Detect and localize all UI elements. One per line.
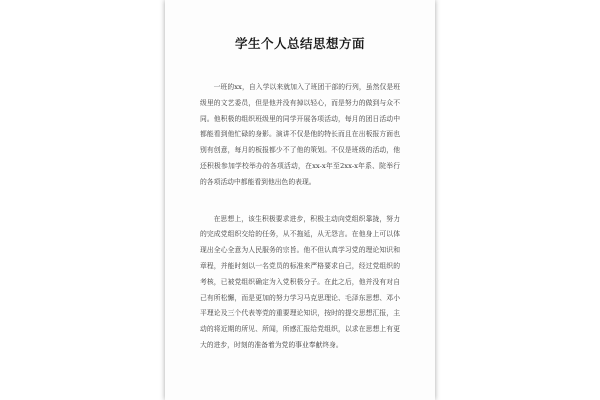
- document-page: [165, 0, 435, 400]
- paragraph-ideology: 在思想上，该生积极要求进步，积极主动向党组织靠拢，努力的完成党组织交给的任务，从不拖延，从无怨言。在他身上可以体现出全心全意为人民服务的宗旨。他不但认真学习党的理论知识和章程，并能时刻以一名党员的标准来严格要求自己，经过党组织的考核，已被党组织确定为入党积极分子。在此之后，他并没有对自己有所松懈，而是更加的努力学习马克思理论、毛泽东思想、邓小平理论及三个代表等党的重要理论知识，按时的提交思想汇报，主动的将近期的所见、所闻，所感汇报给党组织，以求在思想上有更大的进步，时刻的准备着为党的事业奉献终身。: [200, 214, 400, 349]
- paragraph-work-performance: 一班的xx，自入学以来就加入了班团干部的行列，虽然仅是班级里的文艺委员，但是他并没有掉以轻心，而是努力的做到与众不同。他积极的组织班级里的同学开展各项活动，每月的团日活动中都能看到他忙碌的身影。演讲不仅是他的特长而且在出板报方面也别有创意，每月的板报都少不了他的策划。不仅是班级的活动，他还积极参加学校举办的各项活动，在xx-x年至2xx-x年系、院举行的各项活动中都能看到他出色的表现。: [200, 83, 400, 186]
- document-title: 学生个人总结思想方面: [234, 36, 365, 51]
- document-body: [200, 80, 400, 354]
